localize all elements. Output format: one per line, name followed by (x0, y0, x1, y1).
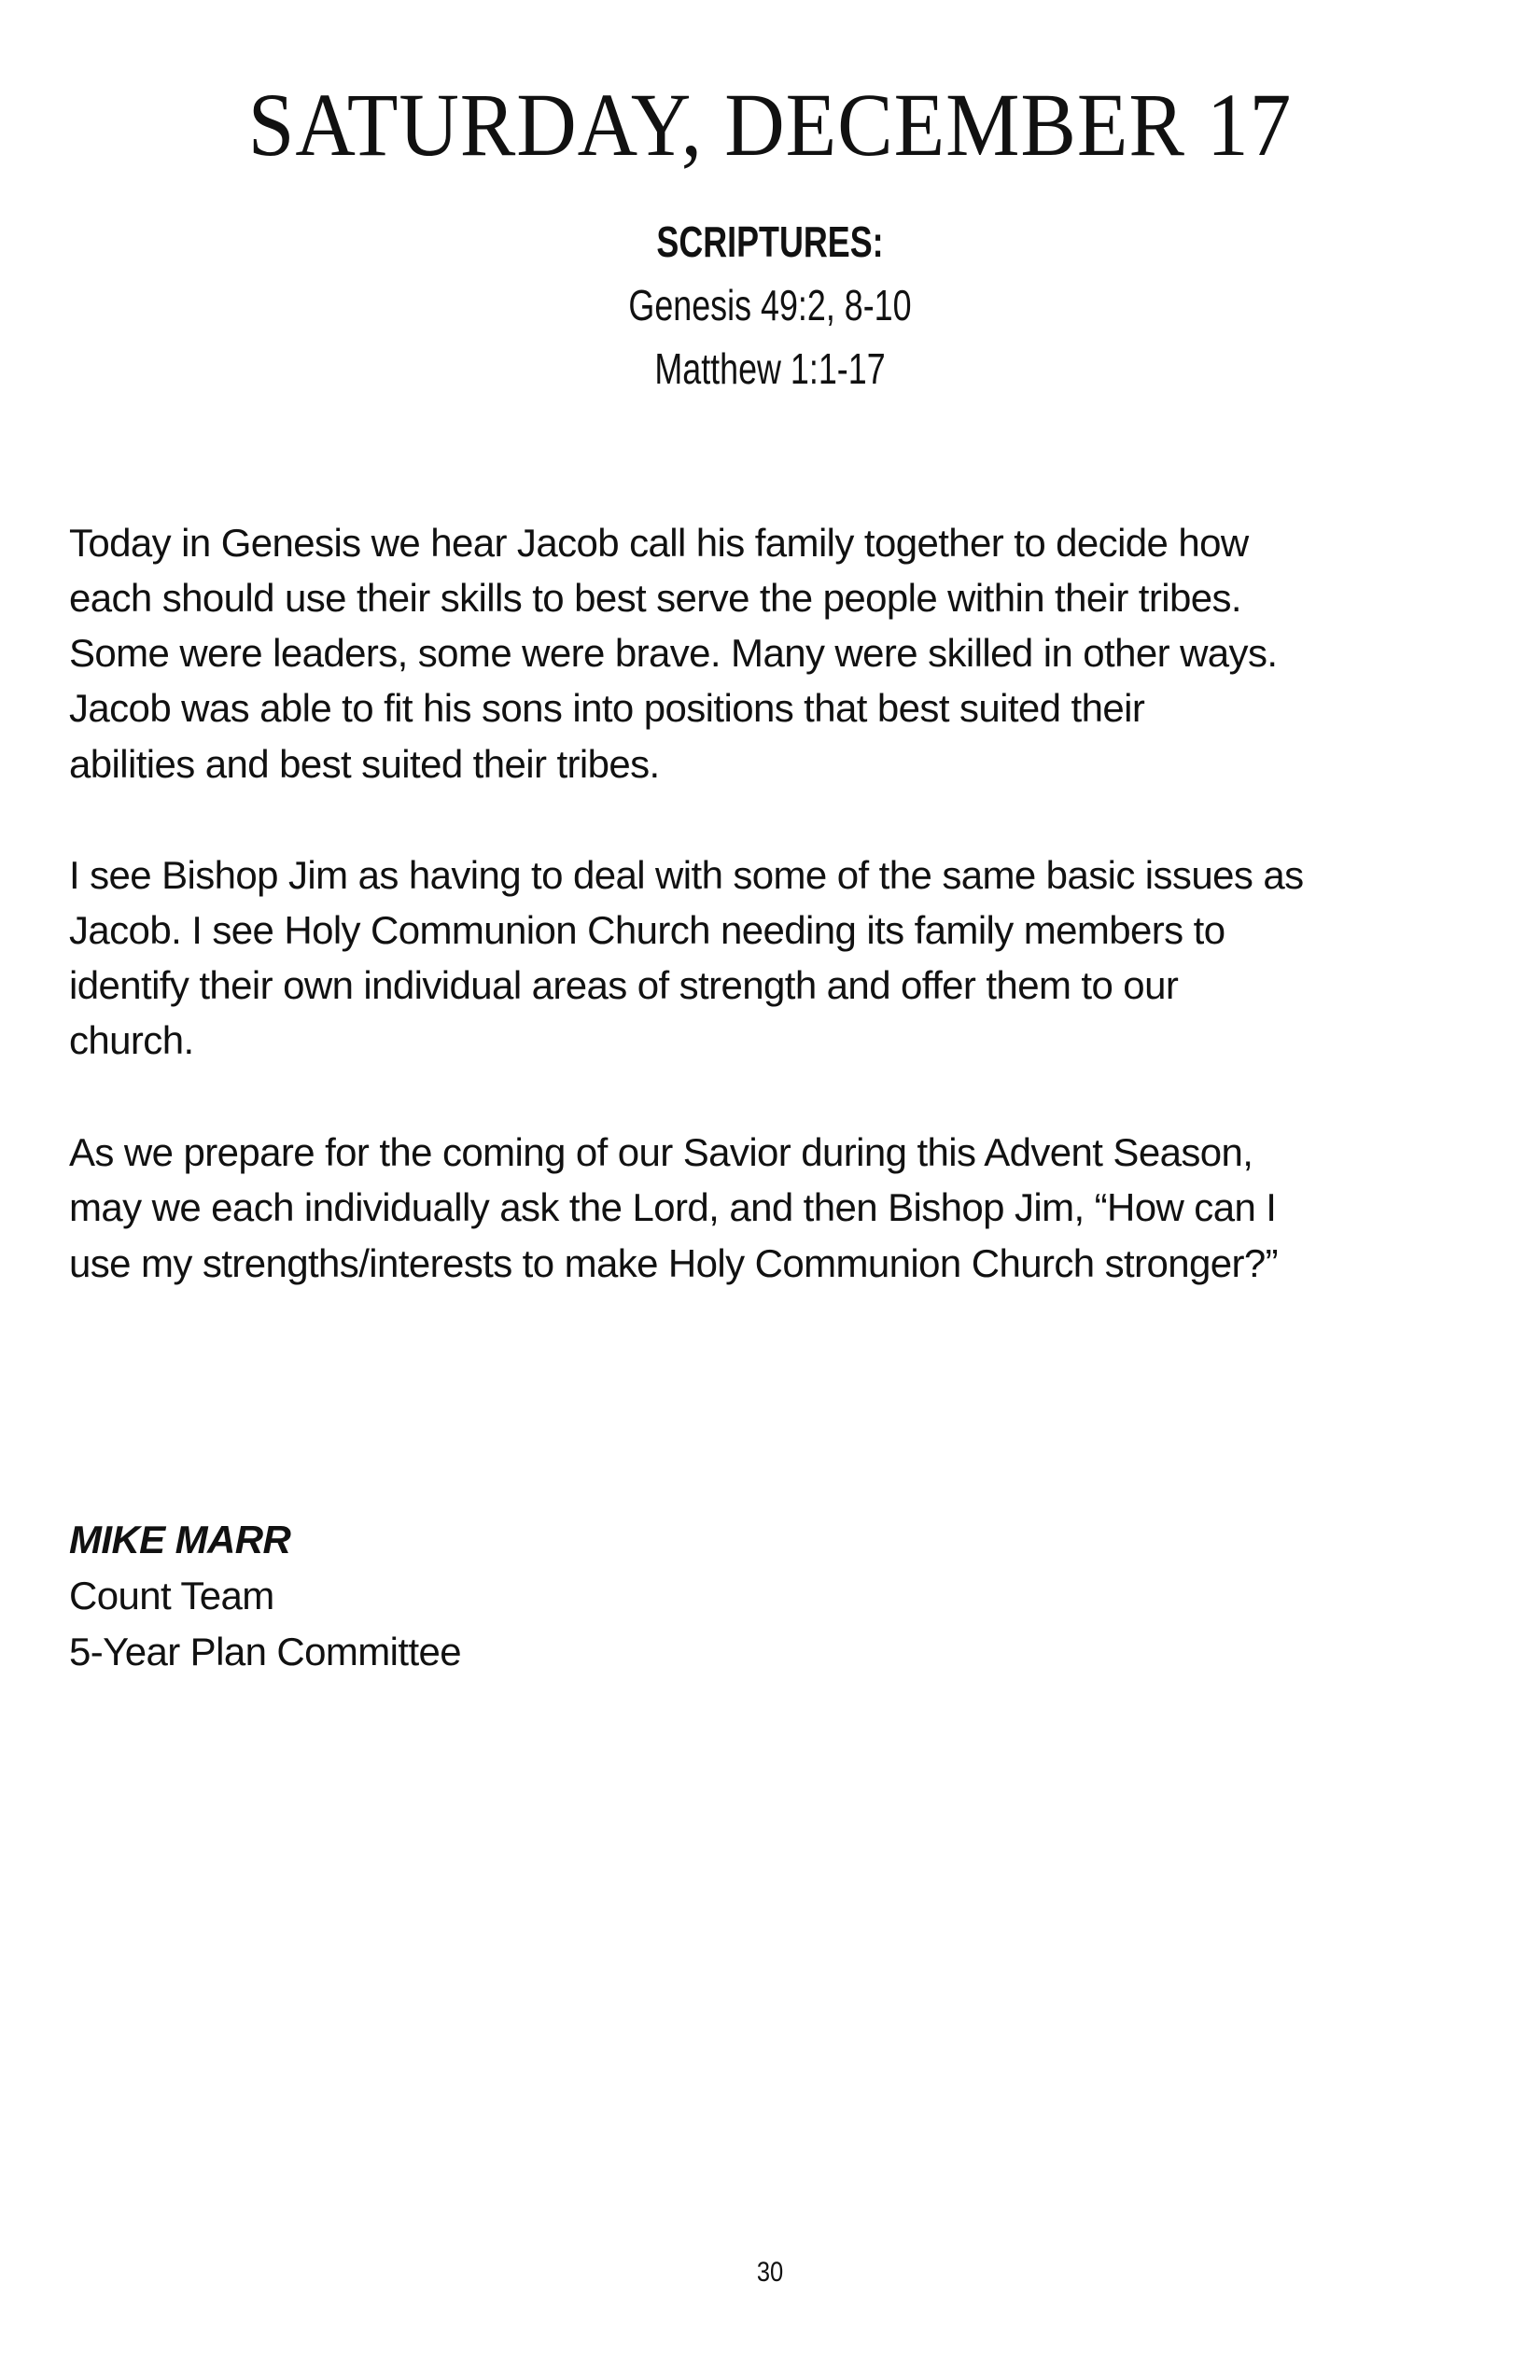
scriptures-heading: SCRIPTURES: (656, 217, 884, 266)
page-number: 30 (756, 2257, 784, 2288)
body-line: As we prepare for the coming of our Savior during this Advent Season, (69, 1130, 1253, 1174)
author-role: Count Team (69, 1574, 274, 1617)
scripture-reference: Matthew 1:1-17 (654, 344, 886, 393)
body-line: Today in Genesis we hear Jacob call his family together to decide how (69, 521, 1249, 565)
body-line: use my strengths/interests to make Holy Communion Church stronger?” (69, 1241, 1279, 1285)
body-line: Jacob. I see Holy Communion Church needing its family members to (69, 908, 1225, 952)
body-line: church. (69, 1018, 194, 1062)
body-line: may we each individually ask the Lord, and then Bishop Jim, “How can I (69, 1185, 1277, 1229)
body-line: Some were leaders, some were brave. Many were skilled in other ways. (69, 631, 1278, 675)
body-line: identify their own individual areas of strength and offer them to our (69, 963, 1179, 1007)
page-title: SATURDAY, DECEMBER 17 (247, 75, 1293, 175)
body-line: Jacob was able to fit his sons into positions that best suited their (69, 686, 1145, 730)
body-line: I see Bishop Jim as having to deal with some of the same basic issues as (69, 853, 1304, 897)
scripture-reference: Genesis 49:2, 8-10 (628, 281, 912, 329)
body-line: each should use their skills to best serve the people within their tribes. (69, 576, 1241, 620)
author-role: 5-Year Plan Committee (69, 1630, 462, 1673)
body-line: abilities and best suited their tribes. (69, 742, 660, 786)
author-name: MIKE MARR (69, 1518, 291, 1561)
